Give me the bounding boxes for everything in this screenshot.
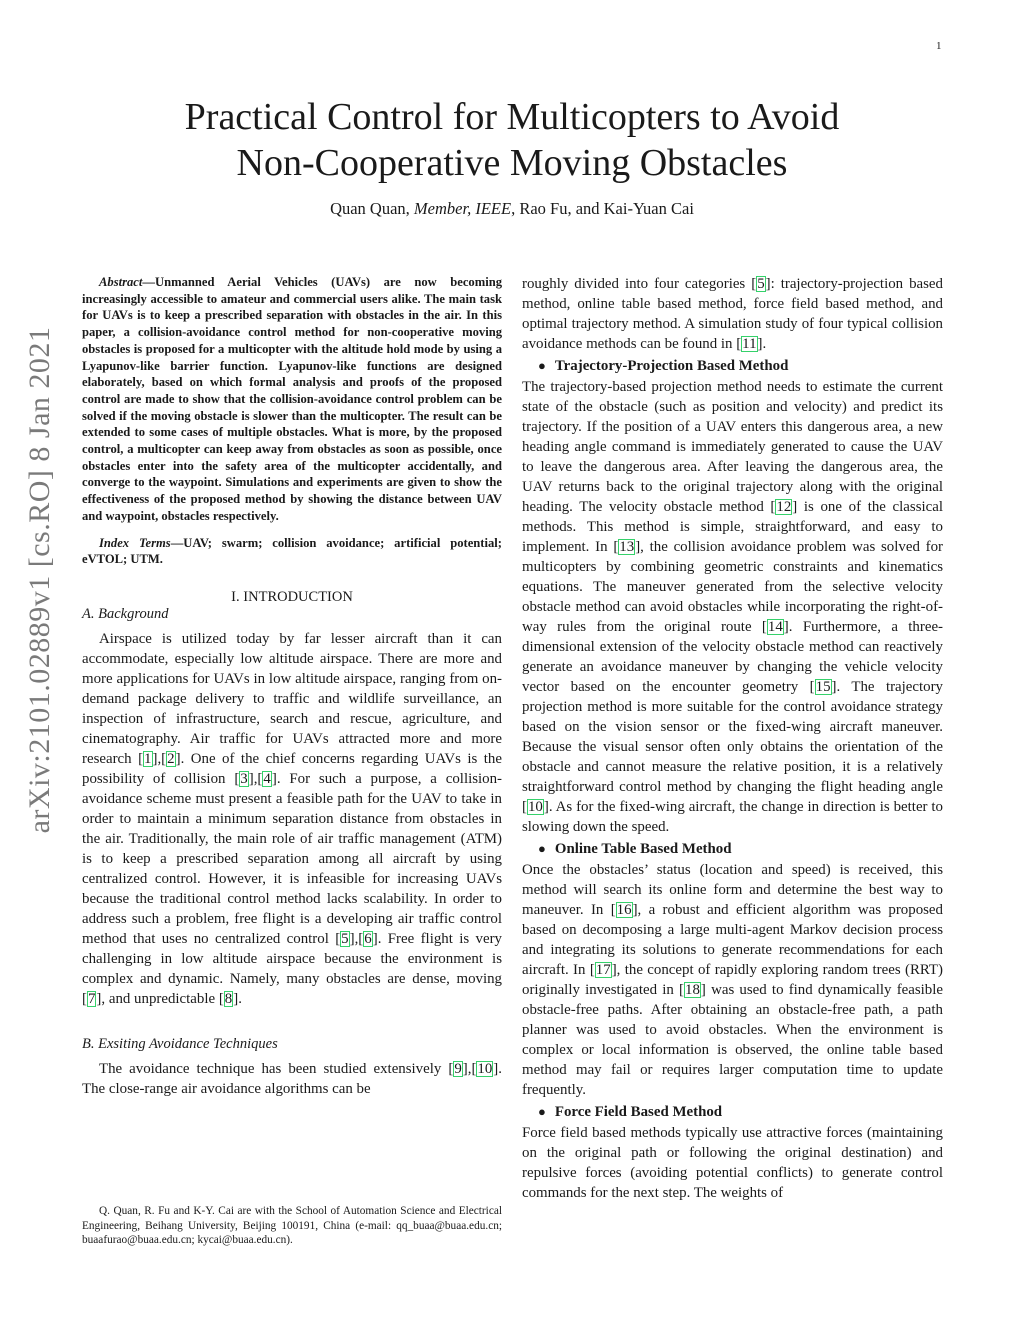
author-names: Quan Quan, bbox=[330, 199, 414, 218]
paper-title bbox=[0, 94, 1024, 186]
citation-link[interactable]: 11 bbox=[742, 336, 757, 352]
citation-link[interactable]: 12 bbox=[776, 499, 792, 515]
citation-link[interactable]: 4 bbox=[263, 770, 271, 787]
citation-link[interactable]: 17 bbox=[595, 962, 611, 978]
citation-link[interactable]: 2 bbox=[167, 750, 175, 767]
subsection-heading-avoidance: B. Exsiting Avoidance Techniques bbox=[82, 1035, 278, 1052]
bullet-icon: ● bbox=[538, 841, 546, 856]
bullet-icon: ● bbox=[538, 1104, 546, 1119]
citation-link[interactable]: 16 bbox=[616, 902, 632, 918]
right-column bbox=[522, 274, 943, 1203]
abstract bbox=[82, 274, 502, 525]
citation-link[interactable]: 13 bbox=[619, 539, 635, 555]
author-membership: Member, IEEE bbox=[413, 199, 512, 218]
footnote: Q. Quan, R. Fu and K-Y. Cai are with the School of Automation Science and Electrical Engineering, Beihang University, Beijing 100191, China (e-mail: qq_buaa@buaa.edu.cn; buaafurao@buaa.edu.cn; kycai@buaa.edu.cn). bbox=[82, 1205, 502, 1246]
citation-link[interactable]: 5 bbox=[341, 930, 349, 947]
author-names-rest: , Rao Fu, and Kai-Yuan Cai bbox=[511, 199, 694, 218]
abstract-text: —Unmanned Aerial Vehicles (UAVs) are now becoming increasingly accessible to amateur and commercial users alike. The main task for UAVs is to keep a prescribed separation with obstacles in the air. In this paper, a collision-avoidance control method for non-cooperative moving obstacles is proposed for a multicopter with the altitude hold mode by using a Lyapunov-like barrier function. Lyapunov-like functions are designed elaborately, based on which formal analysis and proofs of the proposed control are made to show that the collision-avoidance control problem can be solved if the moving obstacle is slower than the multicopter. The result can be extended to some cases of multiple obstacles. What is more, by the proposed control, a multicopter can keep away from obstacles as soon as possible, once obstacles enter into the safety area of the multicopter accidentally, and converge to the waypoint. Simulations and experiments are given to show the effectiveness of the proposed method by showing the distance between UAV and waypoint, obstacles respectively. bbox=[82, 275, 502, 523]
title-line-1: Practical Control for Multicopters to Avoid bbox=[184, 96, 840, 138]
bullet-heading-online-table: ● Online Table Based Method bbox=[538, 841, 732, 857]
citation-link[interactable]: 14 bbox=[767, 619, 783, 635]
citation-link[interactable]: 10 bbox=[477, 1060, 493, 1077]
citation-link[interactable]: 10 bbox=[527, 799, 543, 815]
title-line-2: Non-Cooperative Moving Obstacles bbox=[236, 142, 788, 184]
force-field-paragraph: Force field based methods typically use attractive forces (maintaining on the original path or following the original destination) and repulsive forces (avoiding potential conflicts) to generate control commands for the next step. The weights of bbox=[522, 1125, 943, 1201]
abstract-label: Abstract bbox=[99, 275, 143, 289]
section-heading-introduction: I. INTRODUCTION bbox=[231, 588, 353, 605]
citation-link[interactable]: 1 bbox=[144, 750, 152, 767]
citation-link[interactable]: 9 bbox=[454, 1060, 462, 1077]
trajectory-paragraph: The trajectory-based projection method needs to estimate the current state of the obstacle (such as position and velocity) and predict its trajectory. If the position of a UAV enters this dangerous area, a new heading angle command is immediately generated to cause the UAV to leave the dangerous area. After leaving the dangerous area, the UAV returns back to the original trajectory along with the original heading. The velocity obstacle method [12] is one of the classical methods. This method is simple, straightforward, and easy to implement. In [13], the collision avoidance problem was solved for multicopters by combining geometric constraints and kinematics equations. The maneuver generated from the selective velocity obstacle method can avoid obstacles while incorporating the right-of-way rules from the original route [14]. Furthermore, a three-dimensional extension of the velocity obstacle method can reactively generate an avoidance maneuver by changing the vehicle velocity vector based on the encounter geometry [15]. The trajectory projection method is more suitable for the control avoidance strategy based on the vision sensor or the fixed-wing aircraft maneuver. Because the visual sensor often only obtains the orientation of the obstacle and cannot measure the relative position, it is a relatively straightforward control method by changing the flight heading angle [10]. As for the fixed-wing aircraft, the change in direction is better to slowing down the speed. bbox=[522, 379, 944, 835]
index-terms bbox=[82, 535, 502, 568]
citation-link[interactable]: 15 bbox=[815, 679, 831, 695]
citation-link[interactable]: 18 bbox=[685, 982, 700, 998]
online-table-paragraph: Once the obstacles’ status (location and speed) is received, this method will search its online form and determine the best way to maneuver. In [16], a robust and efficient algorithm was proposed based on decomposing a large multi-agent Markov decision process and integrating its solutions to generate recommendations for each aircraft. In [17], the concept of rapidly exploring random trees (RRT) originally investigated in [18] was used to find dynamically feasible obstacle-free paths. After obtaining an obstacle-free path, a path planner was used to avoid obstacles. When the environment is complex or local information is observed, the online table based method may fail or requires larger computation time to update frequently. bbox=[522, 862, 943, 1098]
citation-link[interactable]: 6 bbox=[364, 930, 372, 947]
author-list bbox=[0, 199, 1024, 219]
bullet-heading-force-field: ● Force Field Based Method bbox=[538, 1104, 723, 1120]
citation-link[interactable]: 5 bbox=[757, 276, 765, 292]
background-paragraph: Airspace is utilized today by far lesser aircraft than it can accommodate, especially low altitude airspace. There are more and more applications for UAVs in low altitude airspace, ranging from on-demand package delivery to traffic and wildlife surveillance, an inspection of infrastructure, search and rescue, agriculture, and cinematography. Air traffic for UAVs attracted more and more research [1],[2]. One of the chief concerns regarding UAVs is the possibility of collision [3],[4]. For such a purpose, a collision-avoidance scheme must present a feasible path for the UAV to take in order to maintain a minimum separation distance from obstacles in the air. Traditionally, the main role of air traffic management (ATM) is to keep a prescribed separation among all aircraft by using centralized control. However, it is infeasible for increasing UAVs because the traditional control method lacks scalability. In order to address such a problem, free flight is a developing air traffic control method that uses no centralized control [5],[6]. Free flight is very challenging in low altitude airspace because the environment is complex and dynamic. Namely, many obstacles are dense, moving [7], and unpredictable [8]. bbox=[82, 630, 502, 1007]
index-terms-text: —UAV; swarm; collision avoidance; artificial potential; eVTOL; UTM. bbox=[82, 535, 502, 567]
page-number: 1 bbox=[936, 40, 942, 52]
avoidance-paragraph: The avoidance technique has been studied extensively [9],[10]. The close-range air avoidance algorithms can be bbox=[82, 1060, 502, 1097]
index-terms-label: Index Terms bbox=[99, 535, 171, 550]
bullet-icon: ● bbox=[538, 358, 546, 373]
subsection-heading-background: A. Background bbox=[82, 605, 169, 622]
left-column bbox=[82, 274, 502, 1099]
arxiv-stamp: arXiv:2101.02889v1 [cs.RO] 8 Jan 2021 bbox=[23, 326, 56, 834]
categories-paragraph: roughly divided into four categories [5]: trajectory-projection based method, online table based method, force field based method, and optimal trajectory method. A simulation study of four typical collision avoidance methods can be found in [11]. bbox=[522, 276, 943, 352]
citation-link[interactable]: 8 bbox=[224, 990, 233, 1007]
bullet-heading-trajectory: ● Trajectory-Projection Based Method bbox=[538, 358, 789, 374]
citation-link[interactable]: 3 bbox=[240, 770, 248, 787]
citation-link[interactable]: 7 bbox=[87, 990, 96, 1007]
